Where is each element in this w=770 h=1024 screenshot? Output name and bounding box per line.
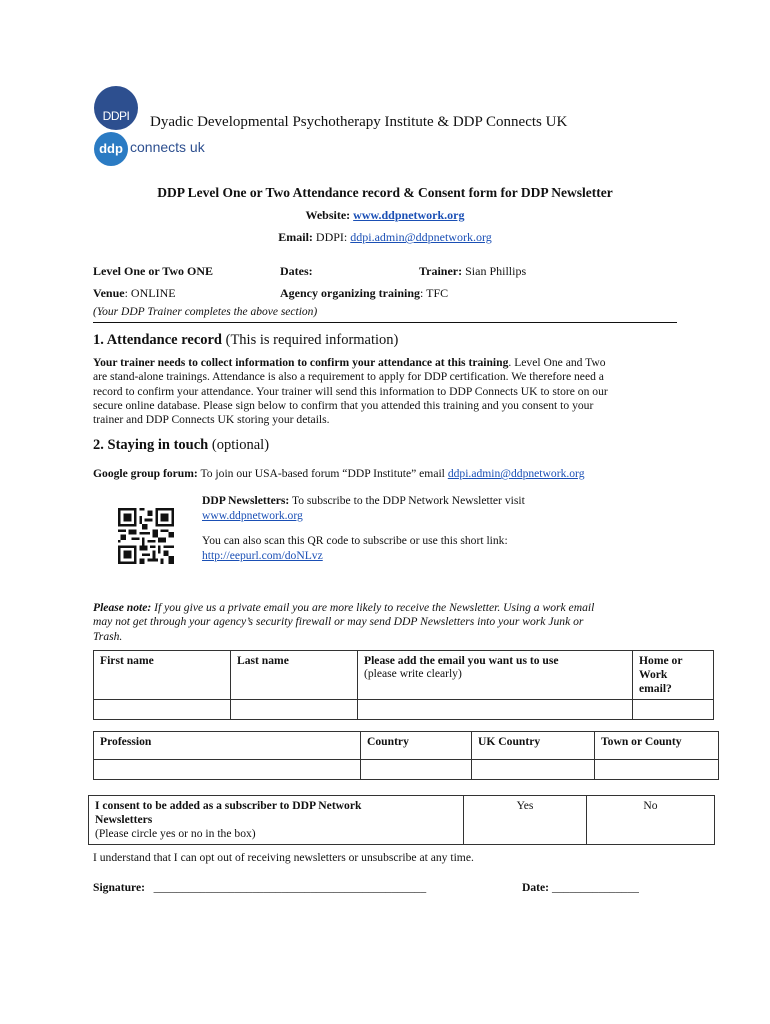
please-note-line-0: If you give us a private email you are more likely to receive the Newsletter. Using a work email: [151, 601, 595, 614]
consent-text-cell: [89, 796, 464, 845]
attendance-lead: Your trainer needs to collect information to confirm your attendance at this training: [93, 356, 509, 369]
email-label: Email:: [278, 230, 313, 244]
section1-heading-rest: (This is required information): [222, 332, 399, 348]
home-work-cell[interactable]: [633, 700, 714, 720]
course-level: Level One or Two ONE: [93, 264, 213, 278]
google-group-line: [93, 467, 683, 481]
signature-field[interactable]: _______________________________________________: [153, 881, 427, 894]
uk-country-header: UK Country: [472, 732, 595, 760]
subscriber-location-table: [93, 731, 719, 780]
website-line: [0, 208, 770, 223]
agency-value: : TFC: [420, 286, 449, 300]
email-header: [358, 651, 633, 700]
signature-label: Signature:: [93, 881, 145, 894]
newsletters-label: DDP Newsletters:: [202, 494, 290, 507]
ddp-connects-logo-text: connects uk: [130, 139, 205, 155]
website-link[interactable]: www.ddpnetwork.org: [353, 208, 465, 222]
section2-heading-rest: (optional): [208, 437, 270, 453]
country-header: Country: [361, 732, 472, 760]
email-header-sub: (please write clearly): [364, 667, 462, 680]
email-header-label: Please add the email you want us to use: [364, 654, 559, 667]
website-label: Website:: [305, 208, 351, 222]
please-note-label: Please note:: [93, 601, 152, 614]
qr-block: [202, 534, 508, 563]
profession-cell[interactable]: [94, 760, 361, 780]
attendance-line-2: record to confirm your attendance. Your trainer will send this information to DDP Connects UK to store on our: [93, 384, 608, 398]
document-title: DDP Level One or Two Attendance record & Consent form for DDP Newsletter: [157, 185, 613, 200]
opt-out-statement: I understand that I can opt out of receiving newsletters or unsubscribe at any time.: [93, 851, 474, 864]
newsletters-text: To subscribe to the DDP Network Newsletter visit: [289, 494, 525, 507]
profession-header: Profession: [94, 732, 361, 760]
attendance-line-1: are stand-alone trainings. Attendance is also a requirement to apply for DDP certification. We therefore need a: [93, 370, 604, 384]
attendance-line-3: secure online database. Please sign below to confirm that you attended this training and you consent to your: [93, 398, 594, 412]
town-header: Town or County: [595, 732, 719, 760]
ddpi-logo: [94, 86, 138, 130]
consent-line-1: I consent to be added as a subscriber to DDP Network: [95, 799, 362, 812]
organization-name: Dyadic Developmental Psychotherapy Institute & DDP Connects UK: [150, 114, 568, 130]
agency-label: Agency organizing training: [280, 286, 420, 300]
first-name-cell[interactable]: [94, 700, 231, 720]
subscriber-name-table: [93, 650, 714, 720]
trainer-value: Sian Phillips: [465, 264, 527, 278]
consent-yes-cell[interactable]: [464, 796, 587, 845]
venue-line: [93, 286, 176, 301]
consent-no[interactable]: No: [643, 799, 658, 812]
newsletters-link[interactable]: www.ddpnetwork.org: [202, 508, 303, 522]
qr-code-icon: [118, 508, 174, 564]
email-cell[interactable]: [358, 700, 633, 720]
trainer-line: [419, 264, 526, 279]
home-work-header: Home or Work email?: [633, 651, 714, 700]
email-prefix: DDPI:: [315, 230, 348, 244]
email-link[interactable]: ddpi.admin@ddpnetwork.org: [350, 230, 492, 244]
venue-label: Venue: [93, 286, 125, 300]
please-note-line-2: Trash.: [93, 629, 123, 643]
ddp-connects-logo: [94, 132, 214, 166]
section2-heading-bold: 2. Staying in touch: [93, 437, 209, 453]
country-cell[interactable]: [361, 760, 472, 780]
attendance-line-4: trainer and DDP Connects UK storing your details.: [93, 413, 330, 427]
google-group-text: To join our USA-based forum “DDP Institute” email: [197, 467, 448, 480]
agency-line: [280, 286, 448, 301]
ddp-connects-logo-mark: ddp: [94, 132, 128, 166]
attendance-paragraph: [93, 356, 683, 427]
date-label: Date:: [522, 881, 550, 894]
last-name-cell[interactable]: [231, 700, 358, 720]
google-group-email-link[interactable]: ddpi.admin@ddpnetwork.org: [447, 467, 585, 480]
attendance-line-0: . Level One and Two: [508, 356, 606, 369]
trainer-label: Trainer:: [419, 264, 463, 278]
signature-line: [93, 881, 426, 894]
newsletters-block: [202, 494, 525, 523]
section1-heading: [93, 332, 398, 349]
please-note: [93, 601, 683, 644]
section1-heading-bold: 1. Attendance record: [93, 332, 222, 348]
section-divider: [93, 322, 677, 323]
email-line: [0, 230, 770, 245]
trainer-note: (Your DDP Trainer completes the above section): [93, 306, 318, 318]
uk-country-cell[interactable]: [472, 760, 595, 780]
dates-label: Dates:: [280, 264, 313, 278]
qr-text: You can also scan this QR code to subscribe or use this short link:: [202, 534, 508, 547]
consent-table: [88, 795, 715, 845]
please-note-line-1: may not get through your agency’s security firewall or may send DDP Newsletters into your work Junk or: [93, 615, 584, 629]
date-field[interactable]: _______________: [551, 881, 639, 894]
consent-yes[interactable]: Yes: [516, 799, 534, 812]
consent-line-3: (Please circle yes or no in the box): [95, 827, 256, 840]
consent-no-cell[interactable]: [587, 796, 715, 845]
section2-heading: [93, 437, 269, 454]
venue-value: : ONLINE: [124, 286, 176, 300]
ddpi-logo-text: DDPI: [102, 109, 130, 123]
first-name-header: First name: [94, 651, 231, 700]
town-cell[interactable]: [595, 760, 719, 780]
short-link[interactable]: http://eepurl.com/doNLvz: [202, 548, 323, 562]
last-name-header: Last name: [231, 651, 358, 700]
date-line: [522, 881, 639, 894]
consent-line-2: Newsletters: [95, 813, 153, 826]
google-group-label: Google group forum:: [93, 467, 198, 480]
